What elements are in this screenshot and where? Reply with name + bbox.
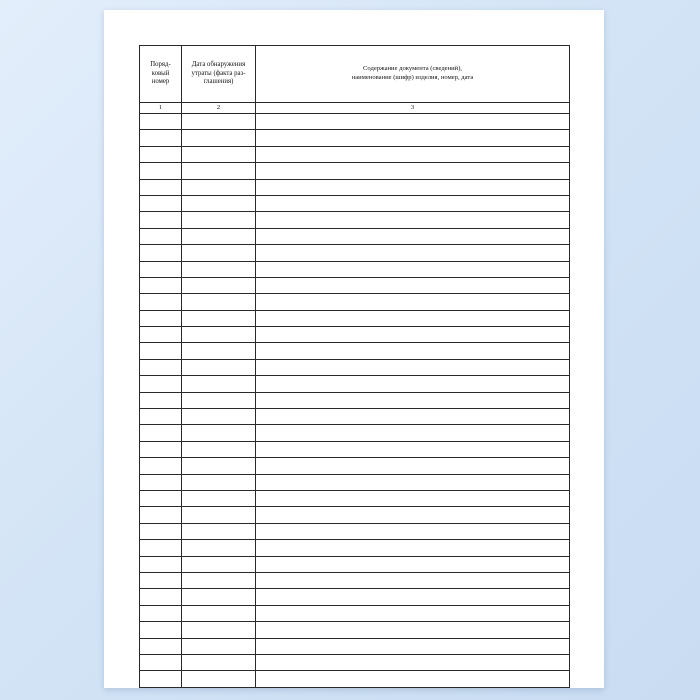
table-cell[interactable] — [182, 622, 256, 638]
header-line: наименование (шифр) изделия, номер, дата — [351, 74, 474, 81]
table-row[interactable] — [140, 294, 570, 310]
table-cell[interactable] — [256, 654, 570, 670]
table-cell[interactable] — [140, 146, 182, 162]
table-cell[interactable] — [140, 392, 182, 408]
document-page — [104, 10, 604, 688]
table-row[interactable] — [140, 409, 570, 425]
table-row[interactable] — [140, 212, 570, 228]
table-cell[interactable] — [140, 572, 182, 588]
table-cell[interactable] — [256, 343, 570, 359]
table-cell[interactable] — [182, 310, 256, 326]
table-cell[interactable] — [182, 277, 256, 293]
table-row[interactable] — [140, 523, 570, 539]
column-number-2: 2 — [182, 103, 256, 114]
table-row[interactable] — [140, 163, 570, 179]
table-row[interactable] — [140, 261, 570, 277]
table-cell[interactable] — [256, 327, 570, 343]
table-cell[interactable] — [140, 409, 182, 425]
table-cell[interactable] — [182, 458, 256, 474]
header-line: Поряд- — [150, 60, 171, 68]
table-cell[interactable] — [256, 425, 570, 441]
table-cell[interactable] — [256, 556, 570, 572]
header-line: утраты (факта раз- — [191, 69, 246, 77]
table-row[interactable] — [140, 589, 570, 605]
table-row[interactable] — [140, 458, 570, 474]
table-cell[interactable] — [256, 163, 570, 179]
table-cell[interactable] — [256, 376, 570, 392]
table-cell[interactable] — [256, 212, 570, 228]
table-row[interactable] — [140, 425, 570, 441]
header-line: глашения) — [203, 78, 234, 86]
table-cell[interactable] — [182, 425, 256, 441]
table-cell[interactable] — [256, 294, 570, 310]
table-row[interactable] — [140, 490, 570, 506]
column-number-3: 3 — [256, 103, 570, 114]
table-head — [140, 46, 570, 114]
table-cell[interactable] — [140, 163, 182, 179]
table-cell[interactable] — [182, 343, 256, 359]
table-row[interactable] — [140, 179, 570, 195]
document-table-container — [139, 45, 569, 688]
table-cell[interactable] — [140, 589, 182, 605]
column-number-1: 1 — [140, 103, 182, 114]
table-cell[interactable] — [140, 540, 182, 556]
table-header-order-number — [140, 46, 182, 103]
table-cell[interactable] — [140, 195, 182, 211]
table-cell[interactable] — [256, 228, 570, 244]
table-cell[interactable] — [182, 671, 256, 687]
table-cell[interactable] — [140, 441, 182, 457]
table-cell[interactable] — [140, 490, 182, 506]
table-cell[interactable] — [256, 409, 570, 425]
table-cell[interactable] — [140, 261, 182, 277]
table-cell[interactable] — [182, 245, 256, 261]
table-row[interactable] — [140, 654, 570, 670]
table-cell[interactable] — [256, 392, 570, 408]
table-cell[interactable] — [182, 359, 256, 375]
table-cell[interactable] — [140, 359, 182, 375]
table-cell[interactable] — [140, 376, 182, 392]
table-header-document-content — [256, 46, 570, 103]
table-row[interactable] — [140, 114, 570, 130]
table-row[interactable] — [140, 474, 570, 490]
table-cell[interactable] — [256, 114, 570, 130]
records-table — [139, 45, 570, 688]
table-cell[interactable] — [256, 671, 570, 687]
table-row[interactable] — [140, 343, 570, 359]
table-cell[interactable] — [182, 294, 256, 310]
table-cell[interactable] — [256, 589, 570, 605]
table-cell[interactable] — [256, 179, 570, 195]
table-cell[interactable] — [140, 212, 182, 228]
table-row[interactable] — [140, 277, 570, 293]
table-cell[interactable] — [182, 474, 256, 490]
table-cell[interactable] — [256, 638, 570, 654]
table-cell[interactable] — [140, 425, 182, 441]
table-cell[interactable] — [140, 556, 182, 572]
table-cell[interactable] — [256, 605, 570, 621]
table-cell[interactable] — [256, 523, 570, 539]
table-cell[interactable] — [256, 277, 570, 293]
table-cell[interactable] — [182, 490, 256, 506]
table-cell[interactable] — [256, 146, 570, 162]
table-cell[interactable] — [140, 654, 182, 670]
table-cell[interactable] — [140, 638, 182, 654]
header-line: ковый — [151, 69, 170, 77]
table-cell[interactable] — [182, 163, 256, 179]
table-row[interactable] — [140, 605, 570, 621]
table-cell[interactable] — [256, 441, 570, 457]
table-cell[interactable] — [140, 228, 182, 244]
table-cell[interactable] — [182, 589, 256, 605]
table-row[interactable] — [140, 146, 570, 162]
table-cell[interactable] — [256, 261, 570, 277]
header-line: Содержание документа (сведений), — [362, 65, 463, 73]
table-row[interactable] — [140, 310, 570, 326]
table-cell[interactable] — [140, 327, 182, 343]
table-cell[interactable] — [256, 458, 570, 474]
table-cell[interactable] — [256, 195, 570, 211]
table-cell[interactable] — [182, 409, 256, 425]
table-header-detection-date — [182, 46, 256, 103]
table-cell[interactable] — [182, 654, 256, 670]
table-cell[interactable] — [182, 392, 256, 408]
table-row[interactable] — [140, 572, 570, 588]
table-cell[interactable] — [256, 622, 570, 638]
table-row[interactable] — [140, 392, 570, 408]
table-cell[interactable] — [182, 228, 256, 244]
table-cell[interactable] — [256, 540, 570, 556]
table-row[interactable] — [140, 540, 570, 556]
table-cell[interactable] — [140, 294, 182, 310]
table-header-row — [140, 46, 570, 103]
table-cell[interactable] — [182, 114, 256, 130]
table-cell[interactable] — [140, 130, 182, 146]
table-row[interactable] — [140, 507, 570, 523]
table-cell[interactable] — [182, 179, 256, 195]
table-row[interactable] — [140, 622, 570, 638]
table-cell[interactable] — [140, 277, 182, 293]
table-cell[interactable] — [182, 572, 256, 588]
table-cell[interactable] — [182, 212, 256, 228]
table-cell[interactable] — [140, 523, 182, 539]
header-line: Дата обнаружения — [191, 60, 246, 68]
table-cell[interactable] — [140, 458, 182, 474]
table-body — [140, 114, 570, 688]
table-cell[interactable] — [182, 261, 256, 277]
table-cell[interactable] — [182, 146, 256, 162]
table-cell[interactable] — [256, 490, 570, 506]
table-cell[interactable] — [140, 671, 182, 687]
table-cell[interactable] — [256, 310, 570, 326]
table-cell[interactable] — [140, 114, 182, 130]
table-row[interactable] — [140, 556, 570, 572]
table-cell[interactable] — [140, 474, 182, 490]
table-row[interactable] — [140, 245, 570, 261]
table-cell[interactable] — [140, 605, 182, 621]
table-row[interactable] — [140, 441, 570, 457]
table-row[interactable] — [140, 638, 570, 654]
table-row[interactable] — [140, 671, 570, 687]
table-cell[interactable] — [256, 130, 570, 146]
table-cell[interactable] — [256, 474, 570, 490]
table-cell[interactable] — [182, 130, 256, 146]
table-cell[interactable] — [256, 507, 570, 523]
table-row[interactable] — [140, 195, 570, 211]
table-cell[interactable] — [182, 523, 256, 539]
table-cell[interactable] — [140, 179, 182, 195]
table-cell[interactable] — [256, 359, 570, 375]
header-line: номер — [151, 78, 170, 86]
table-cell[interactable] — [182, 195, 256, 211]
table-cell[interactable] — [182, 638, 256, 654]
table-cell[interactable] — [182, 376, 256, 392]
table-cell[interactable] — [140, 507, 182, 523]
table-cell[interactable] — [256, 245, 570, 261]
table-cell[interactable] — [256, 572, 570, 588]
table-row[interactable] — [140, 228, 570, 244]
table-cell[interactable] — [182, 327, 256, 343]
table-row[interactable] — [140, 327, 570, 343]
table-column-number-row — [140, 103, 570, 114]
table-cell[interactable] — [182, 556, 256, 572]
table-cell[interactable] — [140, 245, 182, 261]
table-cell[interactable] — [182, 540, 256, 556]
table-cell[interactable] — [140, 310, 182, 326]
table-cell[interactable] — [182, 441, 256, 457]
table-row[interactable] — [140, 376, 570, 392]
table-row[interactable] — [140, 359, 570, 375]
table-cell[interactable] — [140, 343, 182, 359]
table-cell[interactable] — [182, 605, 256, 621]
table-row[interactable] — [140, 130, 570, 146]
table-cell[interactable] — [140, 622, 182, 638]
table-cell[interactable] — [182, 507, 256, 523]
